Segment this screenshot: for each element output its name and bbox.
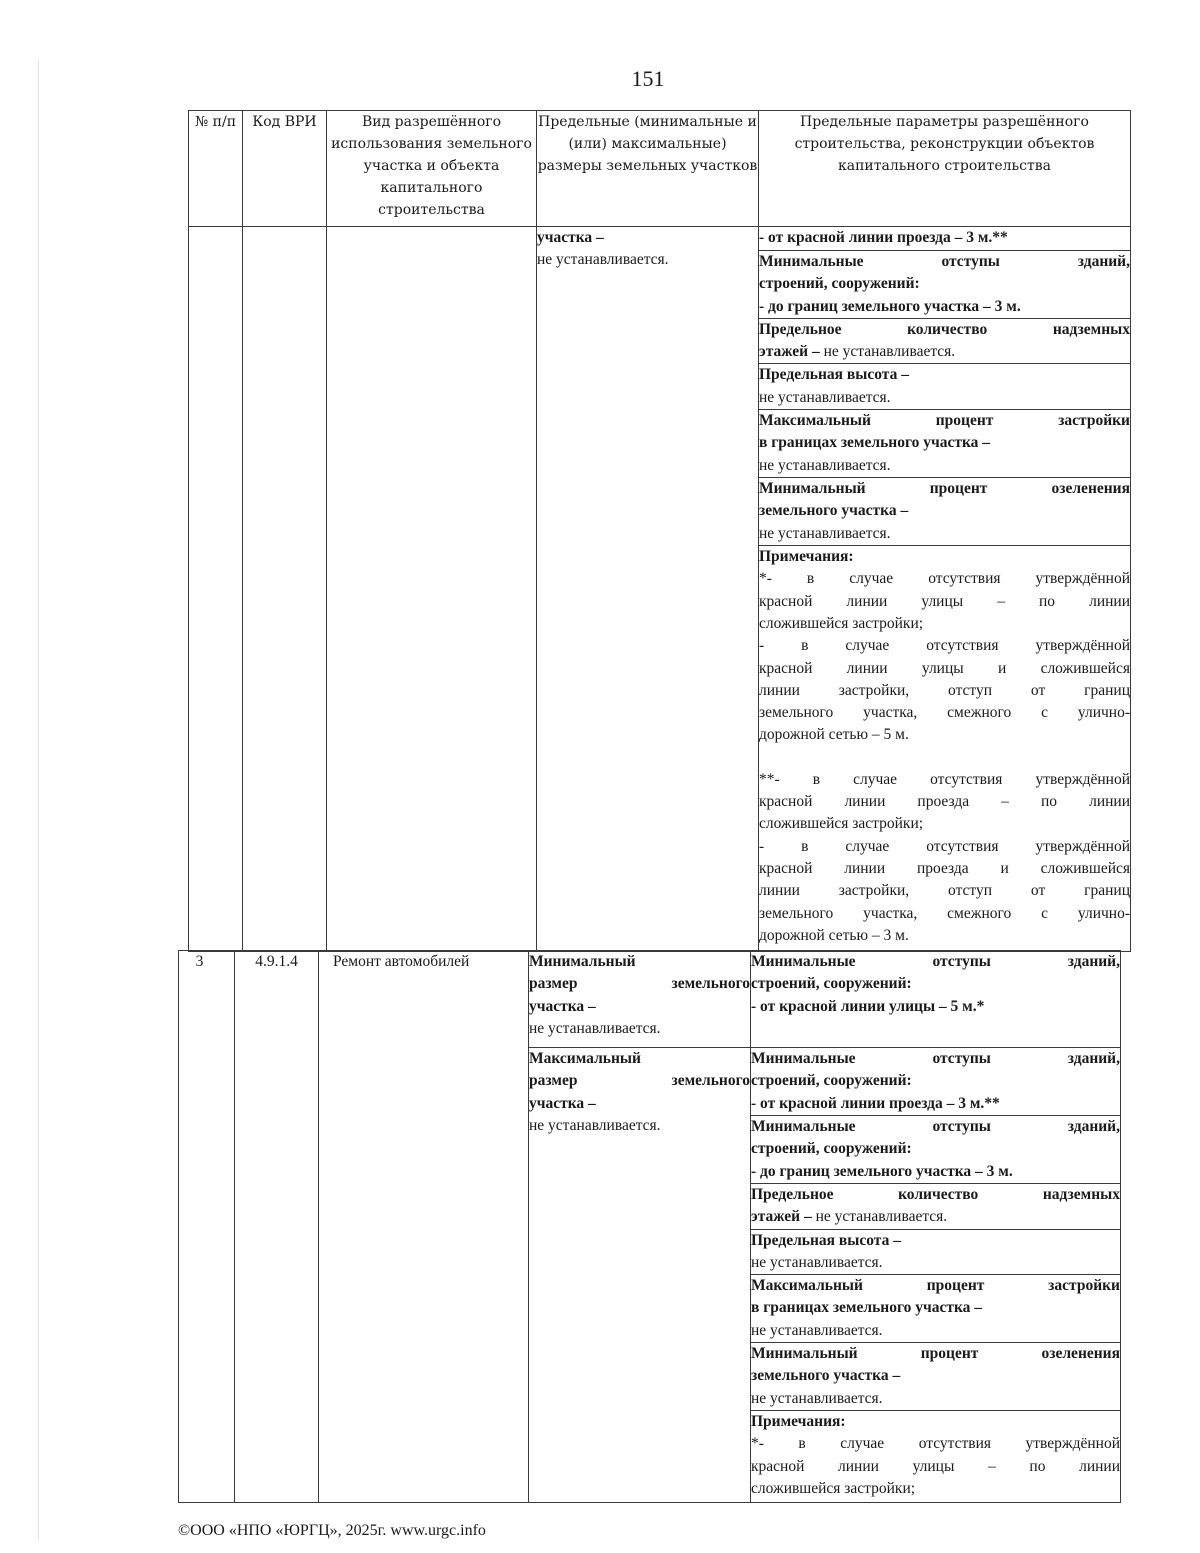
header-code: Код ВРИ <box>243 111 327 227</box>
regulations-table-upper <box>188 110 1131 952</box>
cell-use-type-empty <box>327 227 537 952</box>
cell-code-empty <box>243 227 327 952</box>
table-row <box>179 951 1121 1048</box>
header-number: № п/п <box>189 111 243 227</box>
param-height: Предельная высота – не устанавливается. <box>759 364 1131 410</box>
cell-code: 4.9.1.4 <box>235 951 319 1503</box>
param-green-percent: Минимальный процент озеленения земельного участка – не устанавливается. <box>759 478 1131 546</box>
scan-margin-line <box>38 60 39 1540</box>
param-notes: Примечания: *- в случае отсутствия утверждённой красной линии улицы – по линии сложившейся застройки; - в случае отсутствия утверждённой красной линии улицы и сложившейся линии застройки, отступ от границ земельного участка, смежного с улично- дорожной сетью – 5 м. **- в случае отсутствия утверждённой красной линии проезда – по линии сложившейся застройки; - в случае отсутствия утверждённой красной линии проезда и сложившейся линии застройки, отступ от границ земельного участка, смежного с улично- дорожной сетью – 3 м. <box>759 546 1131 952</box>
cell-number-empty <box>189 227 243 952</box>
param-notes: Примечания: *- в случае отсутствия утверждённой красной линии улицы – по линии сложившейся застройки; <box>751 1411 1121 1503</box>
param-setback-plot-bounds: Минимальные отступы зданий, строений, сооружений: - до границ земельного участка – 3 м. <box>751 1116 1121 1184</box>
header-plot-sizes: Предельные (минимальные и (или) максимальные) размеры земельных участков <box>537 111 759 227</box>
param-height: Предельная высота – не устанавливается. <box>751 1229 1121 1275</box>
cell-max-plot-size: Максимальный размер земельного участка – не устанавливается. <box>529 1048 751 1503</box>
param-build-percent: Максимальный процент застройки в границах земельного участка – не устанавливается. <box>751 1275 1121 1343</box>
regulations-table-lower <box>178 950 1121 1503</box>
param-floors: Предельное количество надземных этажей – не устанавливается. <box>751 1184 1121 1230</box>
cell-plot-size-continued: участка – не устанавливается. <box>537 227 759 952</box>
cell-use-type: Ремонт автомобилей <box>319 951 529 1503</box>
page-number: 151 <box>631 66 665 91</box>
table-row <box>189 227 1131 251</box>
param-green-percent: Минимальный процент озеленения земельного участка – не устанавливается. <box>751 1343 1121 1411</box>
param-setback-plot-bounds: Минимальные отступы зданий, строений, сооружений: - до границ земельного участка – 3 м. <box>759 251 1131 319</box>
param-build-percent: Максимальный процент застройки в границах земельного участка – не устанавливается. <box>759 410 1131 478</box>
cell-min-plot-size: Минимальный размер земельного участка – не устанавливается. <box>529 951 751 1048</box>
param-setback-street: Минимальные отступы зданий, строений, сооружений: - от красной линии улицы – 5 м.* <box>751 951 1121 1048</box>
footer-copyright: ©ООО «НПО «ЮРГЦ», 2025г. www.urgc.info <box>178 1522 486 1539</box>
cell-number: 3 <box>179 951 235 1503</box>
table-header-row <box>189 111 1131 227</box>
param-setback-driveway: Минимальные отступы зданий, строений, сооружений: - от красной линии проезда – 3 м.** <box>751 1048 1121 1116</box>
header-parameters: Предельные параметры разрешённого строительства, реконструкции объектов капитального строительства <box>759 111 1131 227</box>
param-setback-driveway: - от красной линии проезда – 3 м.** <box>759 227 1131 251</box>
header-use-type: Вид разрешённого использования земельного участка и объекта капитального строительства <box>327 111 537 227</box>
param-floors: Предельное количество надземных этажей – не устанавливается. <box>759 318 1131 364</box>
